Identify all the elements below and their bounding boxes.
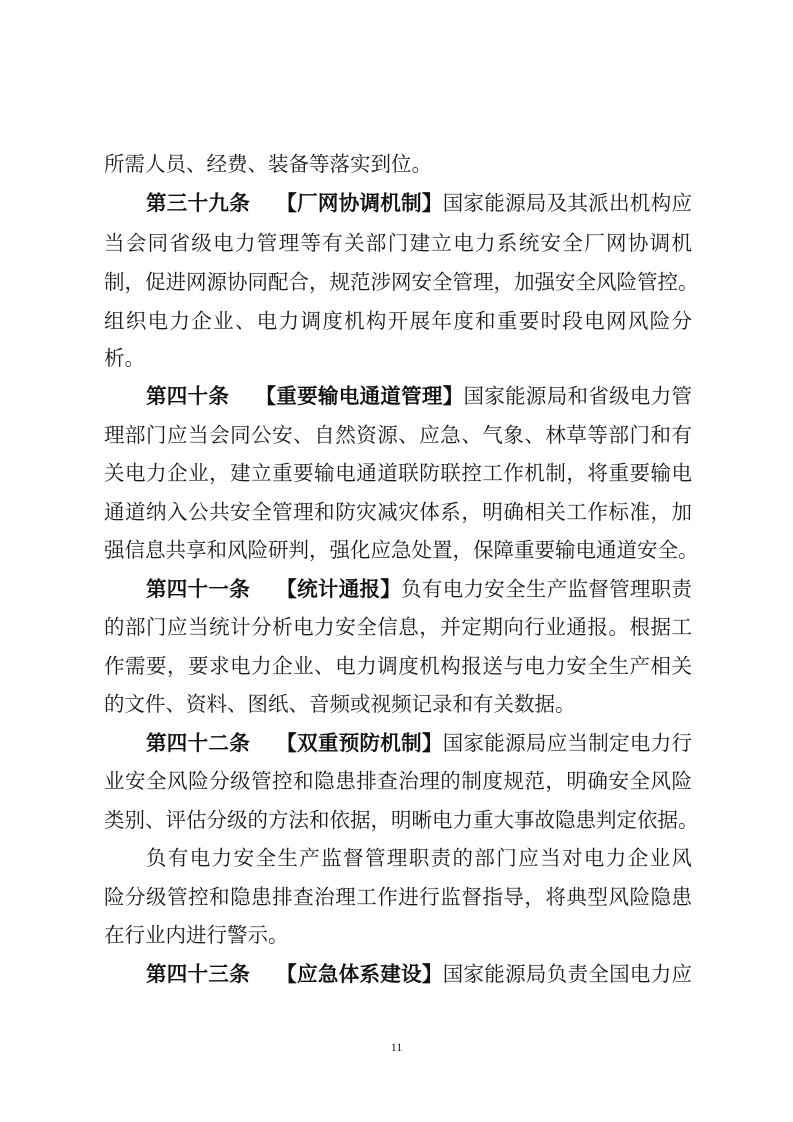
- body-text: 制，促进网源协同配合，规范涉网安全管理，加强安全风险管控。: [104, 270, 699, 294]
- continuation-line: [104, 149, 692, 179]
- body-text: 通道纳入公共安全管理和防灾减灾体系，明确相关工作标准，加: [104, 500, 692, 524]
- article-40-line-2: [104, 420, 692, 450]
- article-42-line-3: [104, 805, 699, 835]
- article-heading: 【统计通报】: [276, 577, 402, 601]
- article-number: 第四十一条: [146, 577, 250, 601]
- body-text: 作需要，要求电力企业、电力调度机构报送与电力安全生产相关: [104, 654, 692, 678]
- body-text: 强信息共享和风险研判，强化应急处置，保障重要输电通道安全。: [104, 538, 699, 562]
- body-text: 国家能源局应当制定电力行: [442, 731, 693, 755]
- article-41-line-4: [104, 689, 692, 719]
- article-heading: 【应急体系建设】: [276, 962, 443, 986]
- article-41-line-1: [146, 574, 692, 604]
- body-text: 的部门应当统计分析电力安全信息，并定期向行业通报。根据工: [104, 615, 692, 639]
- article-heading: 【双重预防机制】: [276, 731, 443, 755]
- body-text: 的文件、资料、图纸、音频或视频记录和有关数据。: [104, 692, 576, 716]
- article-40-line-3: [104, 458, 692, 488]
- paragraph-line-3: [104, 920, 692, 950]
- paragraph-line-1: [146, 843, 692, 873]
- body-text: 国家能源局及其派出机构应: [442, 191, 693, 215]
- page-number: 11: [390, 1040, 403, 1054]
- body-text: 国家能源局负责全国电力应: [442, 962, 693, 986]
- article-39-line-2: [104, 228, 692, 258]
- article-41-line-2: [104, 612, 692, 642]
- article-heading: 【厂网协调机制】: [276, 191, 443, 215]
- body-text: 理部门应当会同公安、自然资源、应急、气象、林草等部门和有: [104, 423, 692, 447]
- article-39-line-4: [104, 306, 692, 336]
- body-text: 当会同省级电力管理等有关部门建立电力系统安全厂网协调机: [104, 231, 692, 255]
- article-number: 第四十二条: [146, 731, 250, 755]
- article-number: 第三十九条: [146, 191, 250, 215]
- article-40-line-5: [104, 535, 699, 565]
- article-43-line-1: [146, 959, 692, 989]
- body-text: 国家能源局和省级电力管: [463, 384, 693, 408]
- body-text: 在行业内进行警示。: [104, 923, 289, 947]
- body-text: 析。: [104, 346, 145, 370]
- article-40-line-4: [104, 497, 692, 527]
- body-text: 所需人员、经费、装备等落实到位。: [104, 152, 432, 176]
- article-heading: 【重要输电通道管理】: [255, 384, 464, 408]
- body-text: 组织电力企业、电力调度机构开展年度和重要时段电网风险分: [104, 309, 692, 333]
- article-41-line-3: [104, 651, 692, 681]
- article-number: 第四十条: [146, 384, 230, 408]
- article-42-line-2: [104, 766, 692, 796]
- body-text: 业安全风险分级管控和隐患排查治理的制度规范，明确安全风险: [104, 769, 692, 793]
- body-text: 负有电力安全生产监督管理职责: [401, 577, 693, 601]
- article-39-line-3: [104, 267, 699, 297]
- body-text: 类别、评估分级的方法和依据，明晰电力重大事故隐患判定依据。: [104, 808, 699, 832]
- body-text: 负有电力安全生产监督管理职责的部门应当对电力企业风: [146, 846, 692, 870]
- body-text: 险分级管控和隐患排查治理工作进行监督指导，将典型风险隐患: [104, 885, 692, 909]
- article-42-line-1: [146, 728, 692, 758]
- article-40-line-1: [146, 381, 692, 411]
- paragraph-line-2: [104, 882, 692, 912]
- article-39-line-1: [146, 188, 692, 218]
- article-39-line-5: [104, 343, 692, 373]
- article-number: 第四十三条: [146, 962, 250, 986]
- body-text: 关电力企业，建立重要输电通道联防联控工作机制，将重要输电: [104, 461, 692, 485]
